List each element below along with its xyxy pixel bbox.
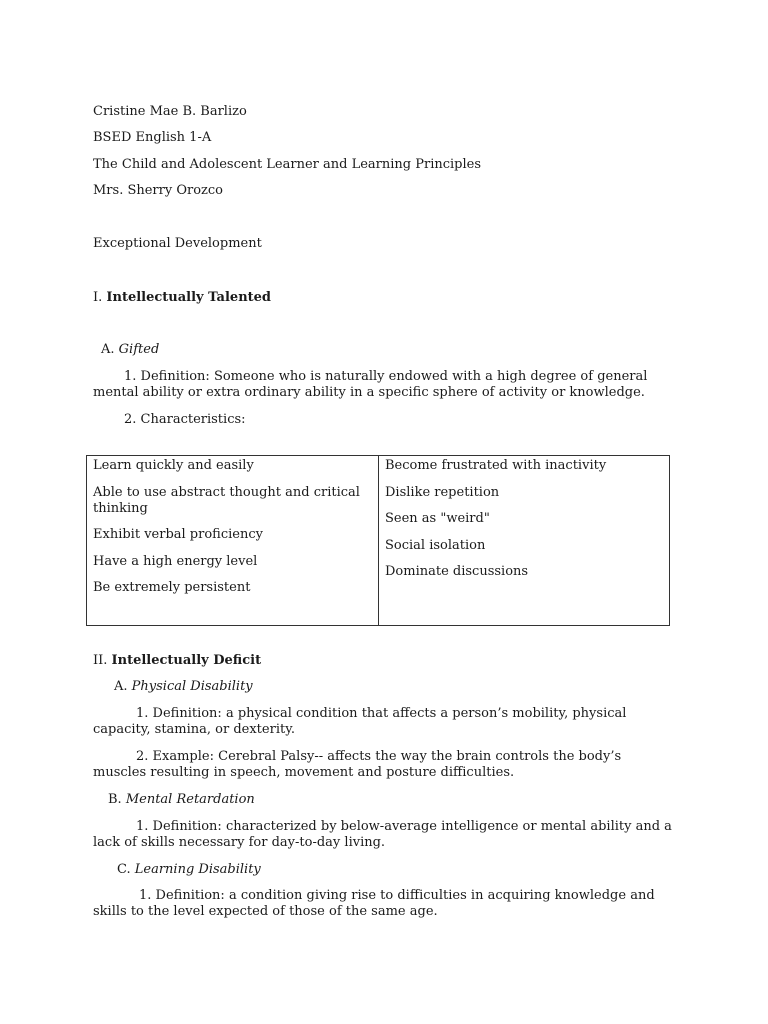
author-name: Cristine Mae B. Barlizo xyxy=(93,104,247,119)
subsection-title: Mental Retardation xyxy=(125,792,255,807)
subsection-letter: C. xyxy=(117,862,131,877)
subsection-title: Physical Disability xyxy=(131,679,253,694)
trait-item: Able to use abstract thought and critical thinking xyxy=(93,484,360,516)
gifted-definition: 1. Definition: Someone who is naturally endowed with a high degree of general mental ability or extra ordinary ability in a specific sphere of activity or knowledge. xyxy=(93,369,648,400)
section-heading-1 xyxy=(93,290,271,306)
subsection-title: Gifted xyxy=(118,342,160,357)
characteristics-label: 2. Characteristics: xyxy=(124,412,246,427)
trait-item: Exhibit verbal proficiency xyxy=(93,527,263,542)
trait-item: Social isolation xyxy=(385,537,486,553)
subsection-learning-disability xyxy=(117,862,261,878)
physical-disability-example: 2. Example: Cerebral Palsy-- affects the way the brain controls the body’s muscles resulting in speech, movement and posture difficulties. xyxy=(93,749,622,780)
subsection-gifted xyxy=(101,342,159,358)
document-title: Exceptional Development xyxy=(93,236,262,251)
trait-item: Have a high energy level xyxy=(93,553,258,569)
characteristics-left-column xyxy=(87,456,378,625)
section-numeral: II. xyxy=(93,653,108,668)
mental-retardation-definition: 1. Definition: characterized by below-average intelligence or mental ability and a lack of skills necessary for day-to-day living. xyxy=(93,819,672,850)
teacher-name: Mrs. Sherry Orozco xyxy=(93,183,223,198)
trait-item: Learn quickly and easily xyxy=(93,458,254,473)
trait-item: Dislike repetition xyxy=(385,484,500,500)
physical-disability-definition: 1. Definition: a physical condition that affects a person’s mobility, physical capacity, stamina, or dexterity. xyxy=(93,706,627,737)
course-section: BSED English 1-A xyxy=(93,130,212,145)
trait-item: Dominate discussions xyxy=(385,564,529,579)
subsection-title: Learning Disability xyxy=(134,862,261,877)
subsection-letter: A. xyxy=(114,679,128,694)
trait-item: Become frustrated with inactivity xyxy=(385,458,607,473)
subsection-physical-disability xyxy=(114,679,253,695)
section-heading-2 xyxy=(93,653,261,669)
trait-item: Seen as "weird" xyxy=(385,511,490,526)
subject-title: The Child and Adolescent Learner and Learning Principles xyxy=(93,157,482,172)
subsection-letter: B. xyxy=(108,792,122,807)
trait-item: Be extremely persistent xyxy=(93,580,251,595)
characteristics-right-column xyxy=(378,456,669,625)
characteristics-table xyxy=(86,455,670,626)
section-title: Intellectually Deficit xyxy=(111,653,262,668)
subsection-letter: A. xyxy=(101,342,115,357)
learning-disability-definition: 1. Definition: a condition giving rise to difficulties in acquiring knowledge and skills to the level expected of those of the same age. xyxy=(93,888,655,919)
subsection-mental-retardation xyxy=(108,792,255,808)
section-numeral: I. xyxy=(93,290,103,305)
section-title: Intellectually Talented xyxy=(106,290,272,305)
